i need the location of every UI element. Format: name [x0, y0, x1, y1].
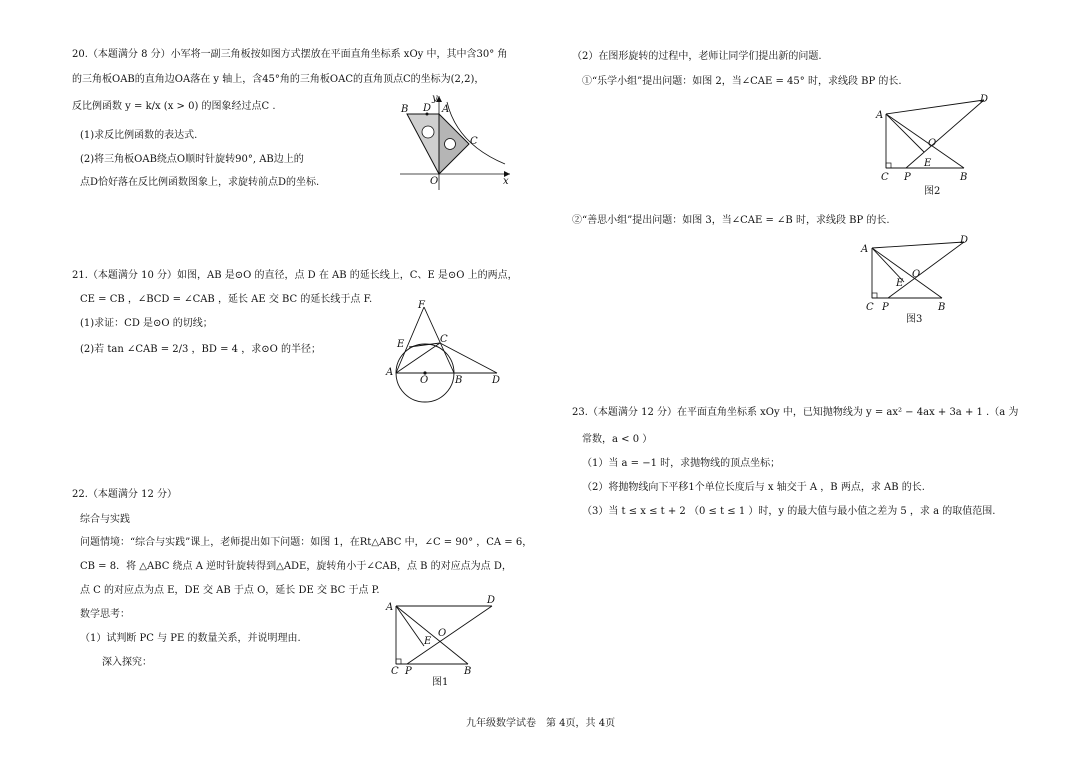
q22-figure-3: [858, 230, 988, 330]
q21-line-2: CE = CB ，∠BCD = ∠CAB ，延长 AE 交 BC 的延长线于点 F.: [80, 294, 373, 305]
q22-fig1-caption: 图1: [432, 677, 449, 688]
q22-fig3-C: C: [866, 302, 874, 313]
page-footer: 九年级数学试卷 第 4页，共 4页: [466, 718, 616, 729]
q22-fig2-P: P: [904, 172, 911, 183]
q22-fig3-P: P: [882, 302, 889, 313]
q22-right-line-1: （2）在图形旋转的过程中，老师让同学们提出新的问题.: [572, 51, 822, 62]
q22-fig2-O: O: [928, 138, 937, 149]
q22-figure-2: [868, 90, 998, 200]
q20-label-C: C: [470, 136, 478, 147]
q20-figure: [395, 92, 520, 192]
q22-fig3-E: E: [896, 278, 904, 289]
q22-line-6: （1）试判断 PC 与 PE 的数量关系，并说明理由.: [80, 633, 301, 644]
q21-label-O: O: [420, 375, 429, 386]
q23-line-1: 23.（本题满分 12 分）在平面直角坐标系 xOy 中，已知抛物线为 y = ax² − 4ax + 3a + 1 .（a 为: [572, 407, 1019, 418]
q20-label-A: A: [442, 104, 450, 115]
q22-right-line-3: ②“善思小组”提出问题：如图 3，当∠CAE = ∠B 时，求线段 BP 的长.: [572, 215, 890, 226]
q20-label-x: x: [503, 176, 509, 187]
q22-fig1-O: O: [438, 628, 447, 639]
q20-label-O: O: [430, 176, 439, 187]
q22-fig3-A: A: [861, 244, 869, 255]
q21-line-3: (1)求证：CD 是⊙O 的切线；: [80, 318, 213, 329]
q22-fig1-B: B: [464, 666, 472, 677]
q22-fig3-D: D: [960, 235, 969, 246]
q20-line-3: 反比例函数 y = k/x (x > 0) 的图象经过点C .: [72, 101, 276, 112]
q23-line-5: （3）当 t ≤ x ≤ t + 2 （0 ≤ t ≤ 1 ）时，y 的最大值与最小值之差为 5 ，求 a 的取值范围.: [582, 506, 996, 517]
q20-label-y: y: [432, 93, 438, 104]
q22-fig2-E: E: [924, 158, 932, 169]
q22-fig2-A: A: [876, 110, 884, 121]
q20-label-D: D: [423, 103, 432, 114]
q22-fig1-P: P: [405, 666, 412, 677]
q22-line-3: CB = 8．将 △ABC 绕点 A 逆时针旋转得到△ADE，旋转角小于∠CAB，点 B 的对应点为点 D，: [80, 561, 512, 572]
q21-label-F: F: [418, 300, 425, 311]
q22-fig3-caption: 图3: [906, 314, 923, 325]
q20-line-4: (1)求反比例函数的表达式.: [80, 130, 198, 141]
q21-label-E: E: [397, 339, 405, 350]
q22-fig2-B: B: [960, 172, 968, 183]
q21-label-A: A: [386, 367, 394, 378]
q22-line-2: 问题情境：“综合与实践”课上，老师提出如下问题：如图 1，在Rt△ABC 中，∠C = 90° ，CA = 6，: [80, 537, 533, 548]
q23-line-2: 常数，a < 0 ）: [582, 434, 653, 445]
q22-line-7: 深入探究：: [102, 657, 152, 668]
q22-line-1: 综合与实践: [80, 514, 130, 525]
q20-line-1: 20.（本题满分 8 分）小军将一副三角板按如图方式摆放在平面直角坐标系 xOy 中，其中含30° 角: [72, 49, 508, 60]
q22-header: 22.（本题满分 12 分）: [72, 489, 177, 500]
q23-line-4: （2）将抛物线向下平移1个单位长度后与 x 轴交于 A ，B 两点，求 AB 的长.: [582, 482, 925, 493]
q22-fig1-A: A: [386, 602, 394, 613]
q21-line-1: 21.（本题满分 10 分）如图，AB 是⊙O 的直径，点 D 在 AB 的延长线上，C、E 是⊙O 上的两点，: [72, 270, 518, 281]
q22-line-4: 点 C 的对应点为点 E，DE 交 AB 于点 O，延长 DE 交 BC 于点 P.: [80, 585, 380, 596]
q22-fig1-C: C: [391, 666, 399, 677]
q22-fig1-D: D: [487, 595, 496, 606]
q20-label-B: B: [401, 104, 409, 115]
q22-right-line-2: ①“乐学小组”提出问题：如图 2，当∠CAE = 45° 时，求线段 BP 的长.: [582, 76, 902, 87]
q20-line-6: 点D恰好落在反比例函数图象上，求旋转前点D的坐标.: [80, 177, 320, 188]
q22-fig3-B: B: [938, 302, 946, 313]
q21-label-D: D: [492, 375, 501, 386]
q22-line-5: 数学思考：: [80, 609, 130, 620]
q21-label-C: C: [440, 334, 448, 345]
q22-fig2-caption: 图2: [924, 186, 941, 197]
q23-line-3: （1）当 a = −1 时，求抛物线的顶点坐标；: [582, 458, 781, 469]
q21-label-B: B: [455, 375, 463, 386]
q22-fig3-O: O: [912, 269, 921, 280]
q22-figure-1: [382, 592, 512, 692]
q20-line-2: 的三角板OAB的直角边OA落在 y 轴上，含45°角的三角板OAC的直角顶点C的坐标为(2,2)，: [72, 74, 485, 85]
q21-line-4: (2)若 tan ∠CAB = 2/3 ，BD = 4 ，求⊙O 的半径；: [80, 344, 321, 355]
q21-figure: [382, 295, 512, 435]
q22-fig2-D: D: [980, 94, 989, 105]
q22-fig1-E: E: [424, 636, 432, 647]
q22-fig2-C: C: [881, 172, 889, 183]
q20-line-5: (2)将三角板OAB绕点O顺时针旋转90°, AB边上的: [80, 154, 304, 165]
